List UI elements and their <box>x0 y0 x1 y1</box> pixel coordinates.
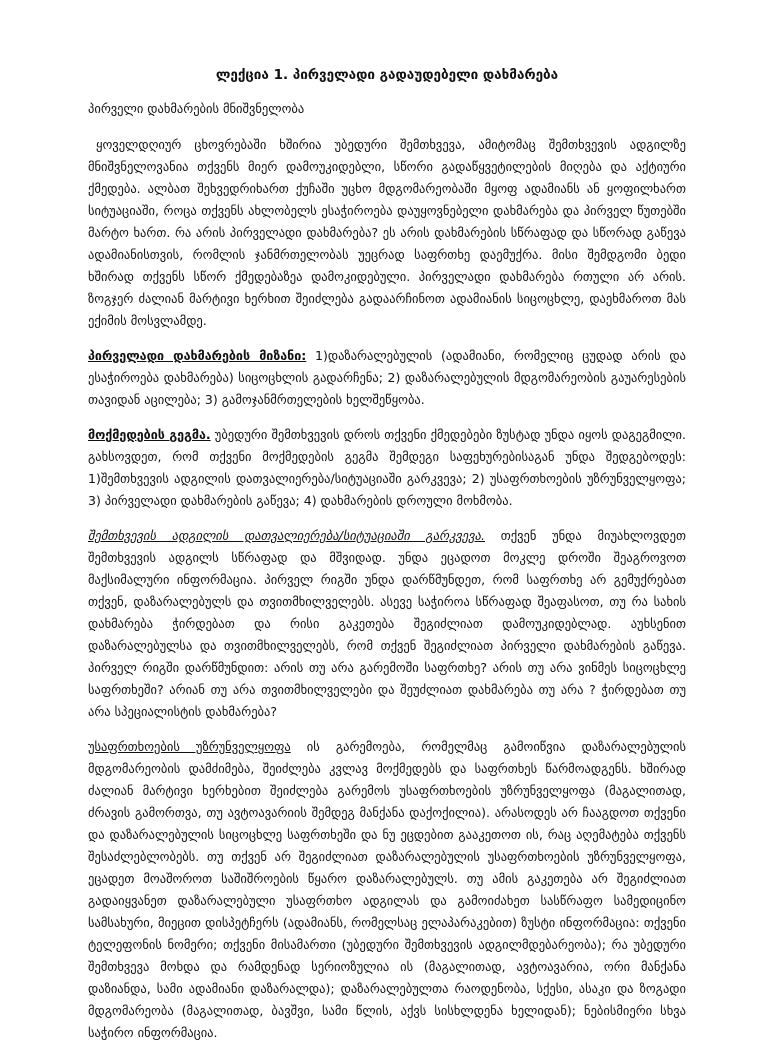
goals-text: 1)დაზარალებულის (ადამიანი, რომელიც ცუდად არის და ესაჭიროება დახმარება) სიცოცხლის გადარჩენა; 2) დაზარალებულის მდგომარეობის გაუარესების თავიდან აცილება; 3) გამოჯანმრთელების ხელშეწყობა. <box>88 348 687 407</box>
safety-paragraph <box>88 736 686 1044</box>
action-plan-text: უბედური შემთხვევის დროს თქვენი ქმედებები ზუსტად უნდა იყოს დაგეგმილი. გახსოვდეთ, რომ თქვენი მოქმედების გეგმა შემდეგი საფეხურებისაგან უნდა შედგებოდეს: 1)შემთხვევის ადგილის დათვალიერება/სიტუაციაში გარკვევა; 2) უსაფრთხოების უზრუნველყოფა; 3) პირველადი დახმარების გაწევა; 4) დახმარების დროული მოხმობა. <box>88 427 686 508</box>
lecture-title: ლექცია 1. პირველადი გადაუდებელი დახმარება <box>215 67 559 83</box>
goals-paragraph <box>88 345 686 411</box>
scene-assessment-text: თქვენ უნდა მიუახლოვდეთ შემთხვევის ადგილს სწრაფად და მშვიდად. უნდა ეცადოთ მოკლე დროში შეაგროვოთ მაქსიმალური ინფორმაცია. პირველ რიგში უნდა დარწმუნდეთ, რომ საფრთხე არ გემუქრებათ თქვენ, დაზარალებულს და თვითმხილველებს. ასევე საჭიროა სწრაფად შეაფასოთ, თუ რა სახის დახმარება ჭირდებათ და რისი გაკეთება შეგიძლიათ დამოუკიდებლად. აუხსენით დაზარალებულსა და თვითმხილველებს, რომ თქვენ შეგიძლიათ პირველი დახმარების გაწევა. პირველ რიგში დარწმუნდით: არის თუ არა გარემოში საფრთხე? არის თუ არა ვინმეს სიცოცხლე საფრთხეში? არიან თუ არა თვითმხილველები და შეუძლიათ დახმარება თუ არა ? ჭირდებათ თუ არა სპეციალისტის დახმარება? <box>88 528 687 719</box>
action-plan-paragraph <box>88 424 686 512</box>
goals-label: პირველადი დახმარების მიზანი: <box>88 348 307 363</box>
safety-text: ის გარემოება, რომელმაც გამოიწვია დაზარალებულის მდგომარეობის დამძიმება, შეიძლება კვლავ მოქმედებს და საფრთხეს წარმოადგენს. ხშირად ძალიან მარტივი ხერხებით შეიძლება გარემოს უსაფრთხოების უზრუნველყოფა (მაგალითად, ძრავის გამორთვა, თუ ავტოავარიის შემდეგ მანქანა დაქოქილია). არასოდეს არ ჩააგდოთ თქვენი და დაზარალებულის სიცოცხლე საფრთხეში და ნუ ეცდებით გააკეთოთ ის, რაც აღემატება თქვენს შესაძლებლობებს. თუ თქვენ არ შეგიძლიათ დაზარალებულის უსაფრთხოების უზრუნველყოფა, ეცადეთ მოაშოროთ საშიშროების წყარო დაზარალებულს. თუ ამის გაკეთება არ შეგიძლიათ გადაიყვანეთ დაზარალებული უსაფრთხო ადგილას და გამოიძახეთ სასწრაფო სამედიცინო სამსახური, მიეცით დისპეტჩერს (ადამიანს, რომელსაც ელაპარაკებით) ზუსტი ინფორმაცია: თქვენი ტელეფონის ნომერი; თქვენი მისამართი (უბედური შემთხვევის ადგილმდებარეობა); რა უბედური შემთხვევა მოხდა და რამდენად სერიოზულია ის (მაგალითად, ავტოავარია, ორი მანქანა დაზიანდა, სამი ადამიანი დაზარალდა); დაზარალებულთა რაოდენობა, სქესი, ასაკი და ზოგადი მდგომარეობა (მაგალითად, ბავშვი, სამი წლის, აქვს სისხლდენა ხელიდან); ნებისმიერი სხვა საჭირო ინფორმაცია. <box>88 739 686 1040</box>
scene-assessment-paragraph <box>88 525 686 723</box>
scene-assessment-label: შემთხვევის ადგილის დათვალიერება/სიტუაციაში გარკვევა. <box>88 528 485 543</box>
section-subtitle: პირველი დახმარების მნიშვნელობა <box>88 101 305 116</box>
intro-paragraph: ყოველდღიურ ცხოვრებაში ხშირია უბედური შემთხვევა, ამიტომაც შემთხვევის ადგილზე მნიშვნელოვანია თქვენს მიერ დამოუკიდებლი, სწორი გადაწყვეტილების მიღება და აქტიური ქმედება. ალბათ შეხვედრიხართ ქუჩაში უცხო მდგომარეობაში მყოფ ადამიანს ან ყოფილხართ სიტუაციაში, როცა თქვენს ახლობელს ესაჭიროება დაუყოვნებელი დახმარება და პირველ წუთებში მარტო ხართ. რა არის პირველადი დახმარება? ეს არის დახმარების სწრაფად და სწორად გაწევა ადამიანისთვის, რომლის ჯანმრთელობას უეცრად საფრთხე დაემუქრა. მისი შემდგომი ბედი ხშირად თქვენს სწორ ქმედებაზეა დამოკიდებული. პირველადი დახმარება რთული არ არის. ზოგჯერ ძალიან მარტივი ხერხით შეიძლება გადაარჩინოთ ადამიანის სიცოცხლე, დაეხმაროთ მას ექიმის მოსვლამდე. <box>88 137 686 328</box>
safety-label: უსაფრთხოების უზრუნველყოფა <box>88 739 291 754</box>
action-plan-label: მოქმედების გეგმა. <box>88 427 211 442</box>
document-page <box>88 64 686 1057</box>
